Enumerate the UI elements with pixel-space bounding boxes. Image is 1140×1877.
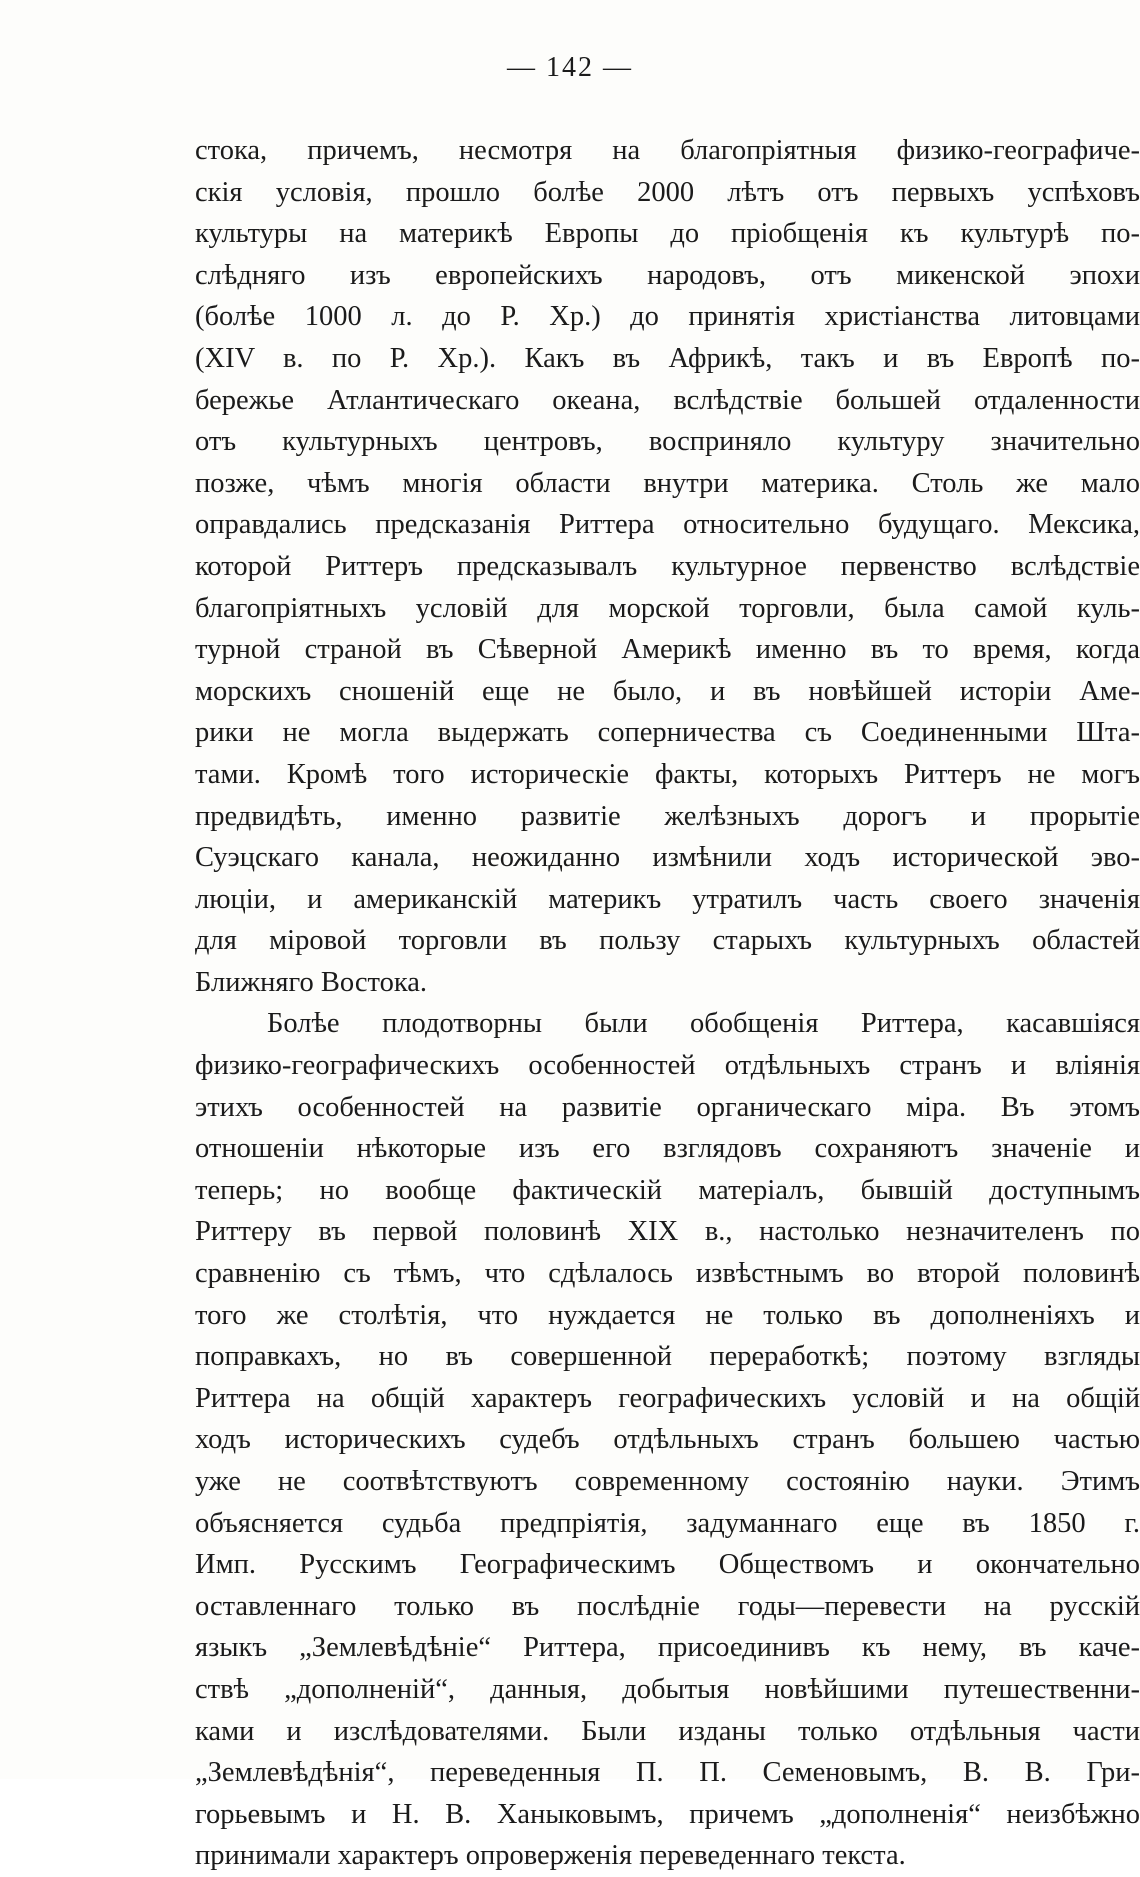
text-line: рики не могла выдержать соперничества съ Соединенными Шта- (195, 717, 1140, 749)
text-line: предвидѣть, именно развитіе желѣзныхъ дорогъ и прорытіе (195, 800, 1140, 832)
text-line: (XIV в. по Р. Хр.). Какъ въ Африкѣ, такъ и въ Европѣ по- (195, 342, 1140, 374)
text-line: отношеніи нѣкоторые изъ его взглядовъ сохраняютъ значеніе и (195, 1133, 1140, 1165)
text-line: Ближняго Востока. (195, 966, 428, 998)
text-line: оставленнаго только въ послѣдніе годы—перевести на русскій (195, 1590, 1140, 1622)
text-line: (болѣе 1000 л. до Р. Хр.) до принятія христіанства литовцами (195, 301, 1140, 333)
text-line: Риттера на общій характеръ географическихъ условій и на общій (195, 1382, 1140, 1414)
text-line: языкъ „Землевѣдѣніе“ Риттера, присоединивъ къ нему, въ каче- (195, 1632, 1140, 1664)
text-line: ками и изслѣдователями. Были изданы только отдѣльныя части (195, 1715, 1140, 1747)
text-line: морскихъ сношеній еще не было, и въ новѣйшей исторіи Аме- (195, 675, 1140, 707)
text-line: теперь; но вообще фактическій матеріалъ, бывшій доступнымъ (195, 1174, 1140, 1206)
text-line: люціи, и американскій материкъ утратилъ часть своего значенія (195, 883, 1140, 915)
text-line: Болѣе плодотворны были обобщенія Риттера, касавшіяся (267, 1008, 1140, 1040)
text-line: горьевымъ и Н. В. Ханыковымъ, причемъ „дополненія“ неизбѣжно (195, 1798, 1140, 1830)
text-line: принимали характеръ опроверженія переведеннаго текста. (195, 1840, 906, 1872)
text-line: Имп. Русскимъ Географическимъ Обществомъ и окончательно (195, 1549, 1140, 1581)
text-line: ствѣ „дополненій“, данныя, добытыя новѣйшими путешественни- (195, 1673, 1140, 1705)
text-line: стока, причемъ, несмотря на благопріятныя физико-географиче- (195, 135, 1140, 166)
text-line: культуры на материкѣ Европы до пріобщенія къ культурѣ по- (195, 218, 1140, 250)
text-line: которой Риттеръ предсказывалъ культурное первенство вслѣдствіе (195, 550, 1140, 582)
text-line: этихъ особенностей на развитіе органическаго міра. Въ этомъ (195, 1091, 1140, 1123)
text-line: оправдались предсказанія Риттера относительно будущаго. Мексика, (195, 509, 1140, 541)
body-text (195, 130, 1140, 1877)
page-number: — 142 — (507, 52, 633, 83)
text-line: позже, чѣмъ многія области внутри материка. Столь же мало (195, 467, 1140, 499)
text-line: Риттеру въ первой половинѣ XIX в., настолько незначителенъ по (195, 1216, 1140, 1248)
text-line: Суэцскаго канала, неожиданно измѣнили ходъ исторической эво- (195, 842, 1140, 874)
paragraph-2 (195, 1003, 1140, 1876)
text-line: благопріятныхъ условій для морской торговли, была самой куль- (195, 592, 1140, 624)
text-line: бережье Атлантическаго океана, вслѣдствіе большей отдаленности (195, 384, 1140, 416)
text-line: поправкахъ, но въ совершенной переработкѣ; поэтому взгляды (195, 1341, 1140, 1373)
text-line: уже не соотвѣтствуютъ современному состоянію науки. Этимъ (195, 1466, 1140, 1497)
text-line: слѣдняго изъ европейскихъ народовъ, отъ микенской эпохи (195, 259, 1140, 291)
text-line: „Землевѣдѣнія“, переведенныя П. П. Семеновымъ, В. В. Гри- (195, 1757, 1140, 1789)
text-line: отъ культурныхъ центровъ, восприняло культуру значительно (195, 426, 1140, 458)
text-line: физико-географическихъ особенностей отдѣльныхъ странъ и вліянія (195, 1050, 1140, 1082)
text-line: сравненію съ тѣмъ, что сдѣлалось извѣстнымъ во второй половинѣ (195, 1258, 1140, 1290)
text-line: объясняется судьба предпріятія, задуманнаго еще въ 1850 г. (195, 1507, 1140, 1539)
text-line: турной страной въ Сѣверной Америкѣ именно въ то время, когда (195, 634, 1140, 666)
text-line: для міровой торговли въ пользу старыхъ культурныхъ областей (195, 925, 1140, 957)
paragraph-1 (195, 130, 1140, 1003)
text-line: скія условія, прошло болѣе 2000 лѣтъ отъ первыхъ успѣховъ (195, 176, 1140, 208)
text-line: тами. Кромѣ того историческіе факты, которыхъ Риттеръ не могъ (195, 758, 1140, 790)
text-line: того же столѣтія, что нуждается не только въ дополненіяхъ и (195, 1299, 1140, 1331)
text-line: ходъ историческихъ судебъ отдѣльныхъ странъ большею частью (195, 1424, 1140, 1456)
